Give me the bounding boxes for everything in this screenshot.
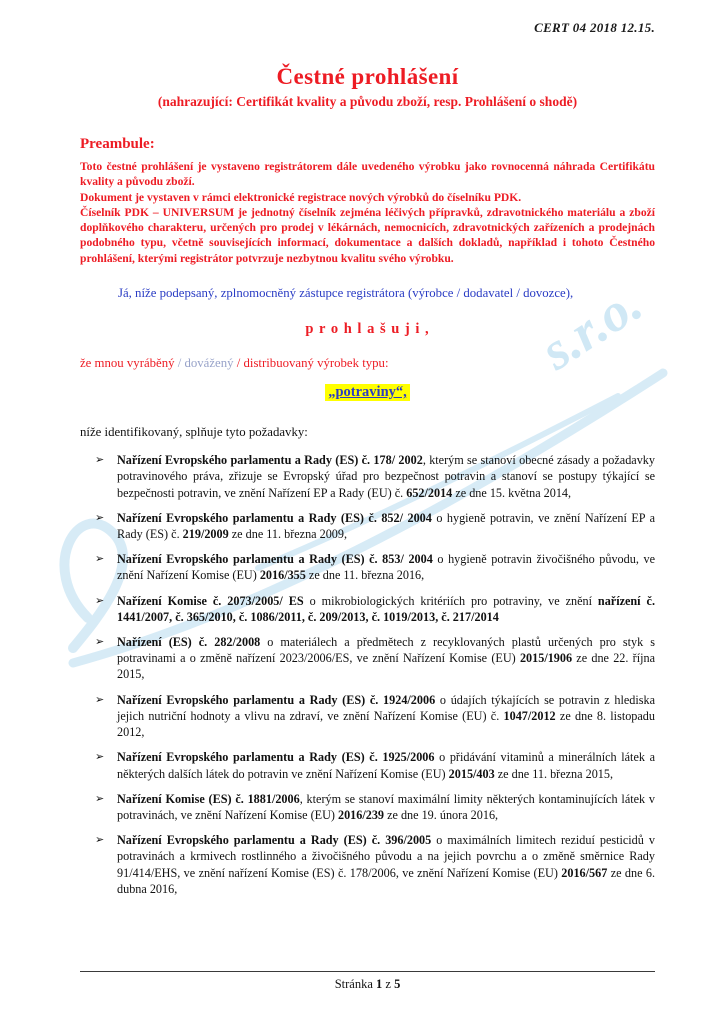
text-segment: Nařízení Komise (ES) č. 1881/2006 bbox=[117, 791, 300, 806]
requirement-item bbox=[95, 551, 655, 583]
text-segment: ze dne 6. dubna 2016, bbox=[117, 865, 655, 896]
text-segment: 652/2014 bbox=[406, 485, 453, 500]
page-footer bbox=[80, 971, 655, 992]
arrow-bullet-icon: ➢ bbox=[95, 553, 105, 566]
text-segment: Nařízení Evropského parlamentu a Rady (ES) č. 178/ 2002 bbox=[117, 453, 423, 468]
requirement-item bbox=[95, 832, 655, 897]
text-segment: že mnou vyráběný bbox=[80, 356, 178, 371]
declaration-intro: Já, níže podepsaný, zplnomocněný zástupce registrátora (výrobce / dodavatel / dovozce), bbox=[118, 286, 574, 301]
text-segment: o údajích týkajících se potravin z hlediska jejich nutriční hodnoty a vlivu na zdraví, ve znění Nařízení Komise (EU) č. bbox=[117, 692, 655, 723]
page-title: Čestné prohlášení bbox=[276, 64, 459, 89]
text-segment: Nařízení Evropského parlamentu a Rady (ES) č. 1925/2006 bbox=[117, 750, 435, 765]
requirement-item bbox=[95, 510, 655, 542]
text-segment: , kterým se stanoví maximální limity některých kontaminujících látek v potravinách, ve znění Nařízení Komise (EU) bbox=[117, 791, 655, 823]
text-segment: ze dne 15. května 2014, bbox=[452, 485, 572, 500]
arrow-bullet-icon: ➢ bbox=[95, 751, 105, 764]
text-segment: o materiálech a předmětech z recyklovaných plastů určených pro styk s potravinami a o změně nařízení 2023/2006/ES, ve znění Nařízení Komise (EU) bbox=[117, 635, 655, 666]
text-segment: nařízení č. 1441/2007, č. 365/2010, č. 1086/2011, č. 209/2013, č. 1019/2013, č. 217/2014 bbox=[117, 593, 655, 624]
text-segment: o mikrobiologických kritériích pro potraviny, ve znění bbox=[303, 593, 598, 608]
requirement-text bbox=[117, 635, 655, 681]
arrow-bullet-icon: ➢ bbox=[95, 454, 105, 467]
text-segment: / dovážený bbox=[177, 356, 237, 371]
text-segment: ze dne 22. října 2015, bbox=[117, 651, 655, 682]
declaration-verb: p r o h l a š u j i , bbox=[305, 321, 430, 338]
text-segment: o maximálních limitech reziduí pesticidů v potravinách a krmivech rostlinného a živočišného původu a na jejich povrchu a o změně směrnice Rady 91/414/EHS, ve znění nařízení Komise (ES) č. 178/2006, ve znění Nařízení Komise (EU) bbox=[117, 833, 655, 880]
preambule-paragraph: Dokument je vystaven v rámci elektronické registrace nových výrobků do číselníku PDK. bbox=[80, 190, 522, 204]
arrow-bullet-icon: ➢ bbox=[95, 594, 105, 607]
text-segment: 2015/1906 bbox=[519, 651, 573, 666]
product-type-row bbox=[80, 383, 655, 401]
requirement-text bbox=[117, 552, 655, 582]
text-segment: ze dne 11. března 2015, bbox=[494, 766, 614, 781]
requirement-item bbox=[95, 452, 655, 501]
text-segment: Nařízení (ES) č. 282/2008 bbox=[117, 635, 261, 650]
product-type-value: „potraviny“, bbox=[325, 384, 410, 401]
text-segment: 2016/239 bbox=[337, 808, 385, 823]
text-segment: ze dne 11. března 2016, bbox=[305, 568, 425, 583]
requirement-item bbox=[95, 692, 655, 741]
text-segment: ze dne 11. března 2009, bbox=[228, 526, 348, 541]
requirement-text bbox=[117, 693, 655, 739]
requirement-item bbox=[95, 791, 655, 823]
text-segment: o hygieně potravin živočišného původu, ve znění Nařízení Komise (EU) bbox=[117, 552, 655, 583]
requirement-text bbox=[117, 750, 655, 780]
text-segment: 2016/567 bbox=[561, 865, 608, 880]
text-segment: o hygieně potravin, ve znění Nařízení EP a Rady (ES) č. bbox=[117, 510, 655, 541]
text-segment: 5 bbox=[394, 977, 401, 991]
text-segment: 2015/403 bbox=[448, 766, 495, 781]
watermark-text: s.r.o. bbox=[530, 272, 653, 382]
requirement-item bbox=[95, 593, 655, 625]
arrow-bullet-icon: ➢ bbox=[95, 834, 105, 847]
text-segment: z bbox=[382, 977, 395, 991]
requirements-intro: níže identifikovaný, splňuje tyto požadavky: bbox=[80, 425, 308, 440]
arrow-bullet-icon: ➢ bbox=[95, 511, 105, 524]
preambule-heading: Preambule: bbox=[80, 136, 155, 152]
document-code: CERT 04 2018 12.15. bbox=[534, 20, 655, 35]
requirements-list bbox=[80, 452, 655, 897]
preambule-body bbox=[80, 159, 655, 266]
text-segment: 1 bbox=[376, 977, 383, 991]
requirement-text bbox=[117, 792, 655, 822]
text-segment: Nařízení Evropského parlamentu a Rady (ES) č. 396/2005 bbox=[117, 833, 432, 848]
text-segment: Nařízení Evropského parlamentu a Rady (ES) č. 852/ 2004 bbox=[117, 510, 432, 525]
text-segment: , kterým se stanoví obecné zásady a požadavky potravinového práva, zřizuje se Evropský úřad pro bezpečnost potravin a stanoví se postupy týkající se bezpečnosti potravin, ve znění Nařízení EP a Rady (EU) č. bbox=[117, 453, 655, 500]
text-segment: 1047/2012 bbox=[503, 708, 556, 723]
text-segment: Stránka bbox=[334, 977, 376, 991]
text-segment: 2016/355 bbox=[259, 568, 306, 583]
requirement-text bbox=[117, 833, 655, 896]
text-segment: 219/2009 bbox=[182, 526, 229, 541]
text-segment: ze dne 19. února 2016, bbox=[384, 808, 499, 823]
requirement-text bbox=[117, 594, 655, 624]
arrow-bullet-icon: ➢ bbox=[95, 792, 105, 805]
preambule-paragraph: Číselník PDK – UNIVERSUM je jednotný číselník zejména léčivých přípravků, zdravotnického materiálu a zboží doplňkového charakteru, určených pro prodej v lékárnách, nemocnicích, zdravotnických zařízeních a prodejnách podobného typu, včetně souvisejících informací, dokumentace a dalších dokladů, například i tohoto Čestného prohlášení, kterými registrátor potvrzuje nezbytnou kvalitu svého výrobku. bbox=[80, 205, 655, 265]
preambule-paragraph: Toto čestné prohlášení je vystaveno registrátorem dále uvedeného výrobku jako rovnocenná náhrada Certifikátu kvality a původu zboží. bbox=[80, 160, 655, 189]
text-segment: ze dne 8. listopadu 2012, bbox=[117, 708, 655, 740]
text-segment: / distribuovaný výrobek typu: bbox=[236, 356, 389, 371]
arrow-bullet-icon: ➢ bbox=[95, 636, 105, 649]
page-subtitle: (nahrazující: Certifikát kvality a původu zboží, resp. Prohlášení o shodě) bbox=[157, 94, 578, 109]
product-type-line bbox=[80, 356, 655, 371]
requirement-item bbox=[95, 749, 655, 781]
requirement-item bbox=[95, 634, 655, 683]
text-segment: Nařízení Evropského parlamentu a Rady (ES) č. 853/ 2004 bbox=[117, 552, 433, 567]
requirement-text bbox=[117, 511, 655, 541]
footer-page-indicator bbox=[335, 977, 401, 991]
requirement-text bbox=[117, 453, 655, 499]
text-segment: Nařízení Komise č. 2073/2005/ ES bbox=[117, 593, 304, 608]
text-segment: Nařízení Evropského parlamentu a Rady (ES) č. 1924/2006 bbox=[117, 692, 436, 707]
arrow-bullet-icon: ➢ bbox=[95, 693, 105, 706]
text-segment: o přidávání vitaminů a minerálních látek a některých dalších látek do potravin ve znění Nařízení Komise (EU) bbox=[117, 750, 655, 781]
